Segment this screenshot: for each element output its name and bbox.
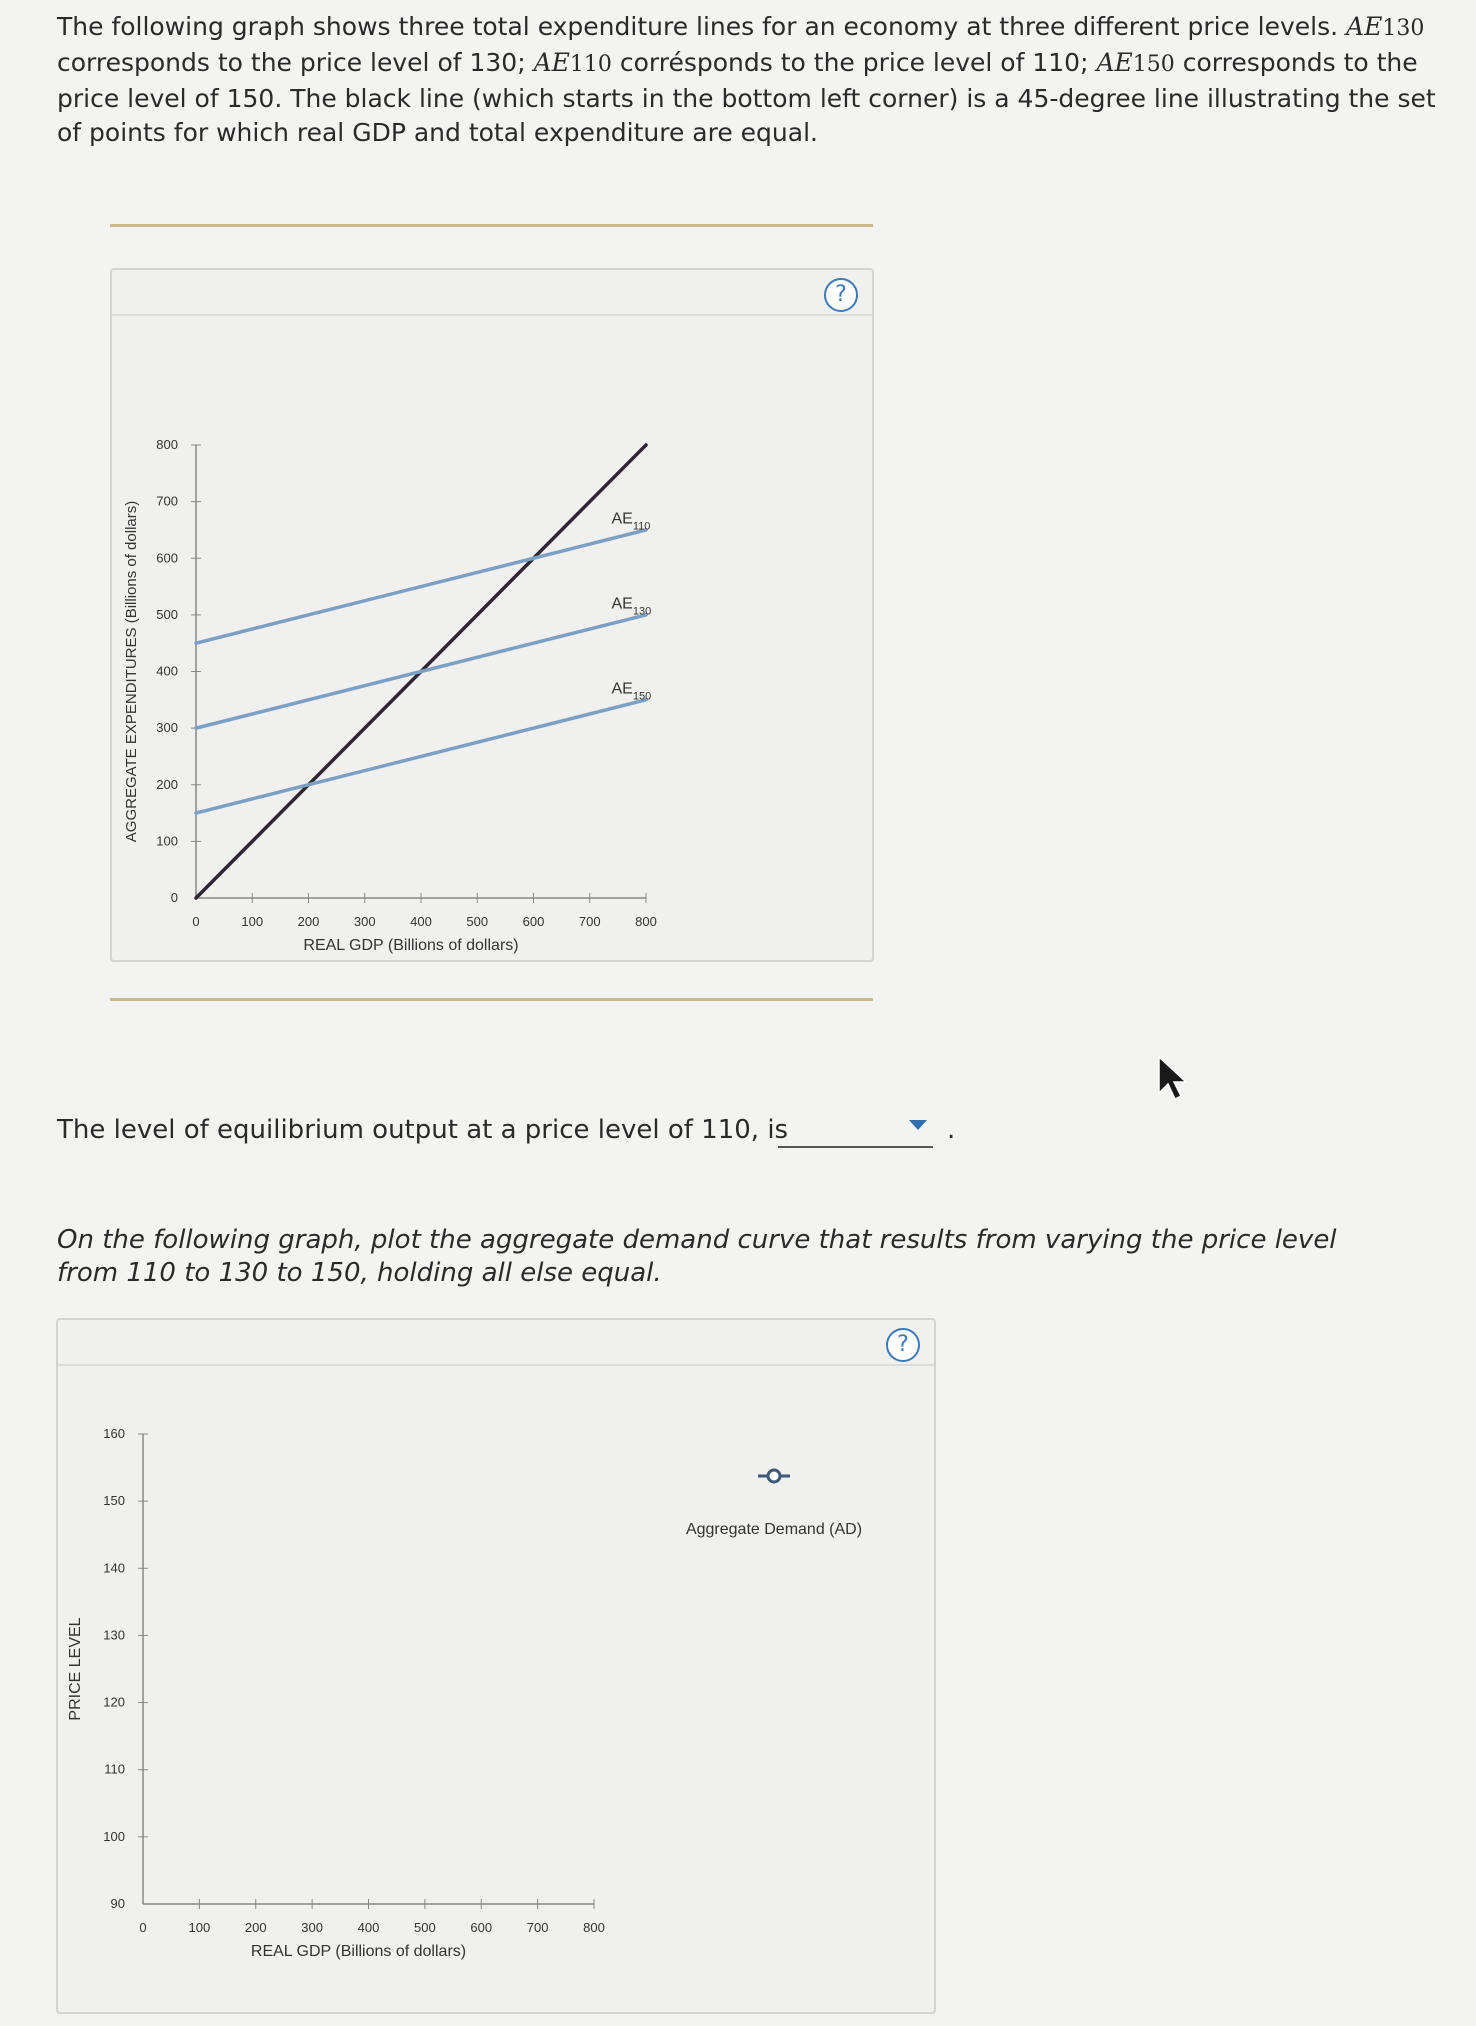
x-tick-label: 300 <box>301 1920 323 1935</box>
y-tick-label: 600 <box>156 550 178 566</box>
y-tick-label: 300 <box>156 720 178 736</box>
ae-graph-panel <box>110 268 874 962</box>
x-tick-label: 800 <box>583 1920 605 1935</box>
y-tick-label: 90 <box>110 1896 125 1911</box>
x-tick-label: 800 <box>635 914 657 929</box>
top-divider <box>110 224 873 227</box>
ad-chart[interactable] <box>58 1366 930 2008</box>
x-tick-label: 100 <box>241 914 264 929</box>
question-period: . <box>947 1115 956 1145</box>
y-tick-label: 100 <box>103 1828 125 1844</box>
x-tick-label: 100 <box>188 1920 211 1935</box>
ad-graph-panel <box>56 1318 936 2014</box>
ae-line-110 <box>196 530 646 643</box>
y-tick-label: 800 <box>156 437 178 452</box>
y-axis-title: AGGREGATE EXPENDITURES (Billions of dollars) <box>123 500 140 843</box>
ae110-symbol: AE110 <box>533 48 612 77</box>
ad-graph-toolbar <box>58 1320 934 1366</box>
x-tick-label: 400 <box>357 1920 380 1935</box>
y-tick-label: 0 <box>170 890 178 905</box>
equilibrium-output-dropdown[interactable] <box>778 1110 933 1148</box>
y-tick-label: 100 <box>156 833 178 849</box>
intro-text <box>57 10 1437 150</box>
x-tick-label: 0 <box>192 914 200 929</box>
chevron-down-icon <box>909 1120 927 1130</box>
y-axis-title: PRICE LEVEL <box>67 1617 84 1721</box>
x-tick-label: 500 <box>414 1920 436 1935</box>
ae130-description: corresponds to the price level of 130; <box>57 48 526 77</box>
y-tick-label: 120 <box>103 1694 125 1710</box>
x-tick-label: 200 <box>297 914 320 929</box>
help-icon[interactable]: ? <box>886 1328 920 1362</box>
help-icon[interactable]: ? <box>824 278 858 312</box>
ae-line-label-110: $AE_{110}$ <box>611 510 651 533</box>
y-tick-label: 500 <box>156 606 178 622</box>
ae-line-label-130: $AE_{130}$ <box>611 595 652 618</box>
ad-tool-point-icon <box>768 1470 780 1482</box>
intro-sentence-1: The following graph shows three total expenditure lines for an economy at three different price levels. <box>57 12 1339 41</box>
x-tick-label: 500 <box>466 914 489 929</box>
ae-line-label-150: $AE_{150}$ <box>611 680 652 703</box>
y-tick-label: 160 <box>103 1426 125 1441</box>
x-tick-label: 600 <box>522 914 545 929</box>
y-tick-label: 700 <box>156 493 178 509</box>
ae-line-150 <box>196 700 646 813</box>
x-tick-label: 600 <box>470 1920 493 1935</box>
question-equilibrium-output: The level of equilibrium output at a price level of 110, is <box>57 1115 789 1145</box>
bottom-divider <box>110 998 873 1001</box>
x-tick-label: 700 <box>526 1920 549 1935</box>
y-tick-label: 400 <box>156 663 178 679</box>
ae150-symbol: AE150 <box>1096 48 1175 77</box>
ae-graph-toolbar <box>112 270 872 316</box>
ae130-symbol: AE130 <box>1346 12 1425 41</box>
x-axis-title: REAL GDP (Billions of dollars) <box>250 1943 467 1960</box>
x-tick-label: 200 <box>244 1920 267 1935</box>
question-plot-ad: On the following graph, plot the aggregate demand curve that results from varying the price level from 110 to 130 to 150, holding all else equal. <box>57 1225 1337 1288</box>
mouse-cursor-icon <box>1155 1055 1195 1105</box>
ae-chart <box>112 316 868 956</box>
y-tick-label: 130 <box>103 1627 125 1643</box>
ae110-description: corrésponds to the price level of 110; <box>619 48 1089 77</box>
x-tick-label: 300 <box>353 914 376 929</box>
ae-line-130 <box>196 615 646 728</box>
x-tick-label: 400 <box>410 914 432 929</box>
ae150-description: corresponds to the price level of 150. The black line (which starts in the bottom left corner) is a 45-degree line illustrating the set of points for which real GDP and total expenditure are equal. <box>57 48 1436 147</box>
y-tick-label: 140 <box>103 1560 125 1576</box>
y-tick-label: 150 <box>103 1493 125 1509</box>
x-tick-label: 0 <box>139 1920 147 1935</box>
x-tick-label: 700 <box>578 914 601 929</box>
ad-legend-label: Aggregate Demand (AD) <box>685 1521 863 1538</box>
x-axis-title: REAL GDP (Billions of dollars) <box>303 937 519 954</box>
y-tick-label: 200 <box>156 776 178 792</box>
y-tick-label: 110 <box>104 1761 125 1777</box>
